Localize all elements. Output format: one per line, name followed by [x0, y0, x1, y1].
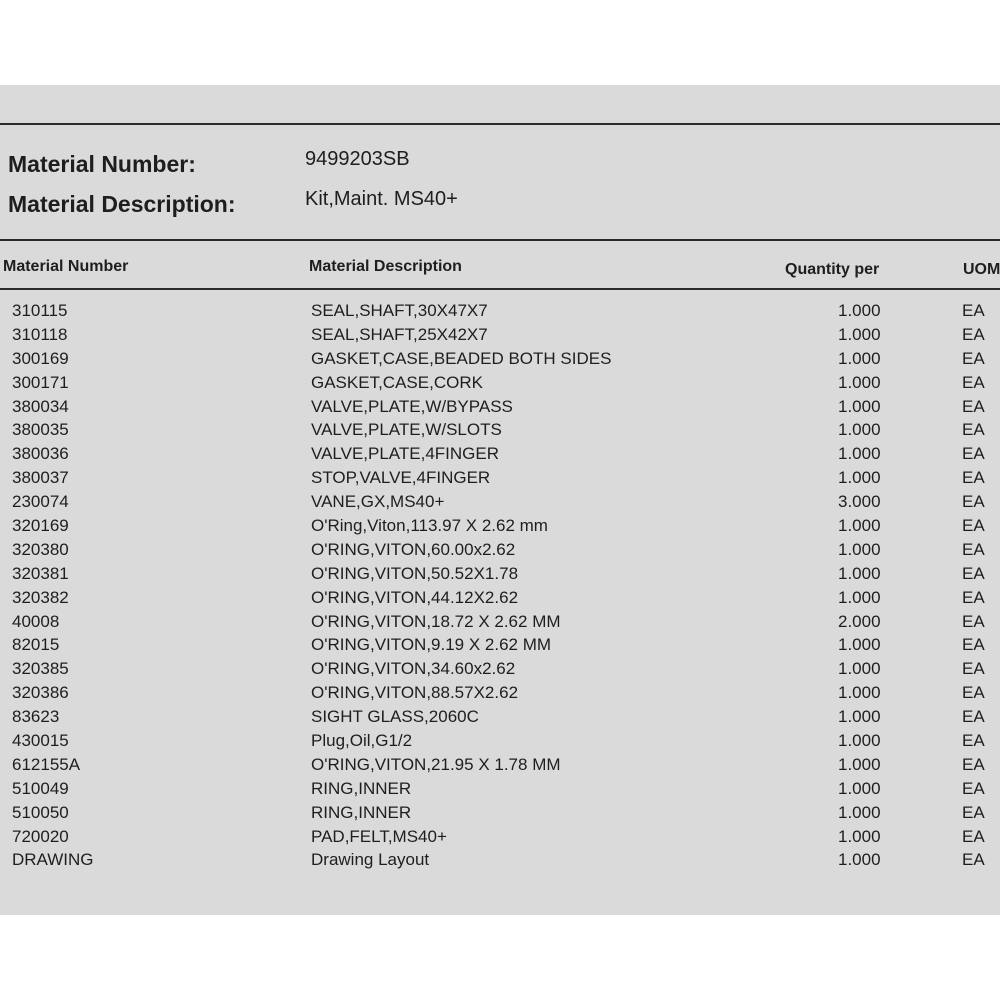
cell-quantity: 1.000	[838, 516, 881, 536]
document-sheet	[0, 85, 1000, 915]
cell-quantity: 1.000	[838, 539, 881, 559]
cell-material-description: SEAL,SHAFT,25X42X7	[311, 324, 488, 344]
cell-uom: EA	[962, 539, 985, 559]
table-row	[0, 299, 1000, 323]
column-header-uom: UOM	[963, 261, 1000, 278]
cell-quantity: 1.000	[838, 468, 881, 488]
cell-material-description: GASKET,CASE,BEADED BOTH SIDES	[311, 348, 612, 368]
cell-uom: EA	[962, 563, 985, 583]
cell-material-number: 380035	[12, 420, 69, 440]
cell-uom: EA	[962, 850, 985, 870]
table-row	[0, 395, 1000, 419]
cell-material-description: VALVE,PLATE,W/SLOTS	[311, 420, 502, 440]
table-row	[0, 586, 1000, 610]
table-row	[0, 538, 1000, 562]
cell-material-number: 720020	[12, 826, 69, 846]
cell-quantity: 1.000	[838, 420, 881, 440]
table-row	[0, 418, 1000, 442]
table-row	[0, 705, 1000, 729]
cell-material-number: 320381	[12, 563, 69, 583]
cell-material-description: RING,INNER	[311, 778, 412, 798]
cell-uom: EA	[962, 778, 985, 798]
cell-material-number: 380037	[12, 468, 69, 488]
cell-quantity: 1.000	[838, 659, 881, 679]
table-row	[0, 610, 1000, 634]
table-row	[0, 801, 1000, 825]
table-row	[0, 442, 1000, 466]
cell-quantity: 1.000	[838, 444, 881, 464]
cell-quantity: 1.000	[838, 707, 881, 727]
cell-material-description: O'RING,VITON,21.95 X 1.78 MM	[311, 754, 561, 774]
cell-quantity: 1.000	[838, 802, 881, 822]
cell-material-description: VALVE,PLATE,W/BYPASS	[311, 396, 513, 416]
cell-material-number: 380034	[12, 396, 69, 416]
material-number-value: 9499203SB	[305, 148, 410, 170]
cell-uom: EA	[962, 683, 985, 703]
table-row	[0, 371, 1000, 395]
cell-quantity: 1.000	[838, 635, 881, 655]
cell-material-description: VALVE,PLATE,4FINGER	[311, 444, 500, 464]
cell-material-number: DRAWING	[12, 850, 94, 870]
cell-quantity: 1.000	[838, 396, 881, 416]
material-description-label: Material Description:	[8, 191, 236, 217]
cell-quantity: 1.000	[838, 348, 881, 368]
cell-material-description: O'RING,VITON,50.52X1.78	[311, 563, 519, 583]
cell-material-number: 510049	[12, 778, 69, 798]
parts-list	[0, 299, 1000, 872]
table-row	[0, 323, 1000, 347]
cell-uom: EA	[962, 707, 985, 727]
cell-uom: EA	[962, 826, 985, 846]
cell-uom: EA	[962, 659, 985, 679]
cell-uom: EA	[962, 754, 985, 774]
cell-material-number: 310115	[12, 301, 68, 320]
material-description-value: Kit,Maint. MS40+	[305, 188, 458, 210]
column-header-quantity: Quantity per	[785, 261, 880, 278]
cell-material-number: 83623	[12, 707, 60, 727]
table-row	[0, 681, 1000, 705]
table-row	[0, 657, 1000, 681]
cell-uom: EA	[962, 301, 985, 320]
cell-material-description: O'RING,VITON,88.57X2.62	[311, 683, 519, 703]
cell-material-description: Drawing Layout	[311, 850, 430, 870]
cell-quantity: 1.000	[838, 754, 881, 774]
table-row	[0, 347, 1000, 371]
cell-material-number: 320380	[12, 539, 69, 559]
cell-material-description: SEAL,SHAFT,30X47X7	[311, 301, 488, 320]
column-header-material-description: Material Description	[309, 258, 462, 275]
cell-material-description: STOP,VALVE,4FINGER	[311, 468, 491, 488]
cell-uom: EA	[962, 611, 985, 631]
table-row	[0, 490, 1000, 514]
cell-quantity: 1.000	[838, 850, 881, 870]
cell-uom: EA	[962, 468, 985, 488]
table-row	[0, 729, 1000, 753]
cell-quantity: 1.000	[838, 683, 881, 703]
cell-material-number: 320382	[12, 587, 69, 607]
cell-material-number: 320386	[12, 683, 69, 703]
cell-material-description: O'RING,VITON,18.72 X 2.62 MM	[311, 611, 561, 631]
top-rule	[0, 123, 1000, 125]
table-row	[0, 848, 1000, 872]
cell-uom: EA	[962, 731, 985, 751]
cell-material-number: 380036	[12, 444, 69, 464]
header-rule	[0, 239, 1000, 241]
cell-material-number: 510050	[12, 802, 69, 822]
cell-uom: EA	[962, 396, 985, 416]
cell-material-description: O'Ring,Viton,113.97 X 2.62 mm	[311, 516, 548, 536]
cell-material-description: O'RING,VITON,60.00x2.62	[311, 539, 516, 559]
cell-material-description: O'RING,VITON,44.12X2.62	[311, 587, 519, 607]
cell-material-description: VANE,GX,MS40+	[311, 492, 445, 512]
cell-material-number: 612155A	[12, 754, 81, 774]
cell-material-number: 300171	[12, 372, 69, 392]
cell-uom: EA	[962, 635, 985, 655]
column-header-rule	[0, 288, 1000, 290]
table-row	[0, 514, 1000, 538]
cell-material-description: PAD,FELT,MS40+	[311, 826, 447, 846]
cell-material-number: 430015	[12, 731, 69, 751]
cell-material-description: O'RING,VITON,9.19 X 2.62 MM	[311, 635, 552, 655]
cell-material-number: 230074	[12, 492, 69, 512]
cell-quantity: 1.000	[838, 778, 881, 798]
cell-material-number: 320169	[12, 516, 69, 536]
cell-material-number: 40008	[12, 611, 60, 631]
material-number-label: Material Number:	[8, 151, 196, 177]
cell-uom: EA	[962, 420, 985, 440]
cell-quantity: 1.000	[838, 826, 881, 846]
cell-quantity: 1.000	[838, 731, 881, 751]
cell-uom: EA	[962, 444, 985, 464]
cell-uom: EA	[962, 587, 985, 607]
cell-material-number: 320385	[12, 659, 69, 679]
table-row	[0, 753, 1000, 777]
cell-quantity: 3.000	[838, 492, 881, 512]
cell-quantity: 1.000	[838, 372, 881, 392]
cell-uom: EA	[962, 348, 985, 368]
cell-material-description: SIGHT GLASS,2060C	[311, 707, 479, 727]
table-row	[0, 633, 1000, 657]
cell-quantity: 1.000	[838, 563, 881, 583]
cell-material-number: 300169	[12, 348, 69, 368]
table-row	[0, 825, 1000, 849]
cell-material-description: GASKET,CASE,CORK	[311, 372, 483, 392]
cell-uom: EA	[962, 372, 985, 392]
table-row	[0, 777, 1000, 801]
cell-material-description: Plug,Oil,G1/2	[311, 731, 413, 751]
cell-uom: EA	[962, 324, 985, 344]
cell-uom: EA	[962, 802, 985, 822]
cell-material-number: 82015	[12, 635, 60, 655]
cell-quantity: 2.000	[838, 611, 881, 631]
table-row	[0, 562, 1000, 586]
cell-material-number: 310118	[12, 324, 68, 344]
cell-quantity: 1.000	[838, 301, 881, 320]
cell-uom: EA	[962, 492, 985, 512]
column-header-material-number: Material Number	[3, 258, 129, 275]
cell-quantity: 1.000	[838, 587, 881, 607]
cell-uom: EA	[962, 516, 985, 536]
table-row	[0, 466, 1000, 490]
cell-material-description: O'RING,VITON,34.60x2.62	[311, 659, 516, 679]
cell-material-description: RING,INNER	[311, 802, 412, 822]
cell-quantity: 1.000	[838, 324, 881, 344]
